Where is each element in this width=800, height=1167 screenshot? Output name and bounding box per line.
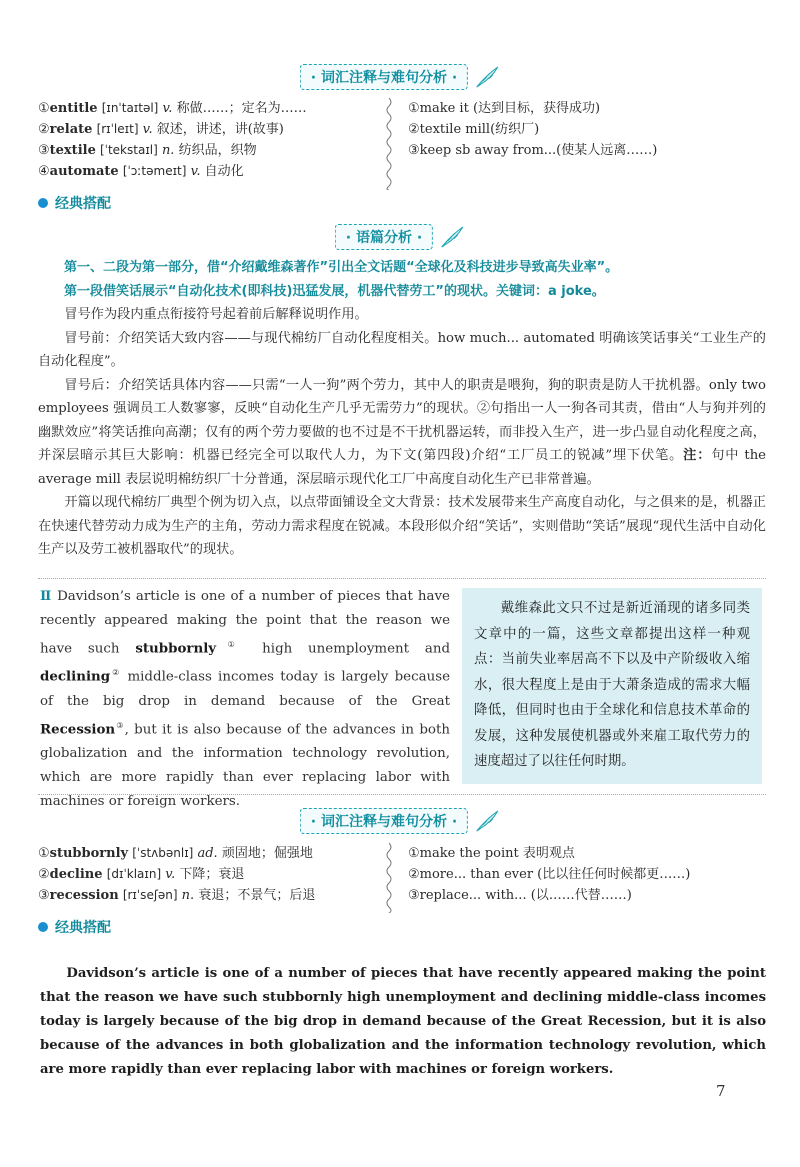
vocab-banner-2-label: · 词汇注释与难句分析 · (300, 808, 468, 834)
entry-word: recession (49, 888, 119, 903)
vocab-banner-2 (300, 808, 500, 834)
entry-pos: ad. (197, 846, 218, 861)
entry-number: ③ (38, 888, 50, 903)
entry-word: automate (49, 164, 119, 179)
analysis-heading-2: 第一段借笑话展示“自动化技术(即科技)迅猛发展，机器代替劳工”的现状。关键词：a joke。 (64, 283, 605, 299)
phrase-entry: ①make it (达到目标，获得成功) (408, 101, 601, 116)
difficult-sentence: Davidson’s article is one of a number of pieces that have recently appeared making the point that the reason we have such stubbornly high unemployment and declining middle-class incomes today is largely because of the big drop in demand because of the Great Recession, but it is also because of the advances in both globalization and the information technology revolution, which are more rapidly than ever replacing labor with machines or foreign workers. (40, 966, 766, 1077)
vocab-2-words (38, 843, 378, 906)
keyword: declining (40, 668, 111, 685)
classic-collocation-1 (38, 193, 111, 213)
wavy-divider (384, 98, 394, 190)
entry-number: ④ (38, 164, 50, 179)
vocab-1-words (38, 98, 378, 182)
entry-word: entitle (49, 101, 98, 116)
phrase-entry: ②textile mill(纺织厂) (408, 122, 540, 137)
entry-pronunciation: [dɪˈklaɪn] (106, 867, 162, 881)
entry-number: ③ (38, 143, 50, 158)
vocab-entry (38, 140, 378, 161)
analysis-paragraph (38, 374, 766, 492)
analysis-text: 冒号后：介绍笑话具体内容——只需“一人一狗”两个劳力，其中人的职责是喂狗，狗的职责是防人干扰机器。only two employees 强调员工人数寥寥，反映“自动化生产几乎无需劳力”的现状。②句指出一人一狗各司其责，借由“人与狗并列的幽默效应”将笑话推向高潮；仅有的两个劳力要做的也不过是不干扰机器运转，而非投入生产，进一步凸显自动化程度之高，并深层暗示其巨大影响：机器已经完全可以取代人力，为下文(第四段)介绍“工厂员工的锐减”埋下伏笔。 (38, 377, 766, 463)
entry-pronunciation: [ɪnˈtaɪtəl] (101, 101, 159, 115)
entry-meaning: 叙述，讲述，讲(故事) (156, 122, 284, 137)
vocab-block-2 (38, 843, 766, 909)
vocab-entry (38, 119, 378, 140)
entry-word: textile (49, 143, 96, 158)
entry-pos: v. (142, 122, 153, 137)
entry-number: ② (38, 867, 50, 882)
dotted-separator (38, 794, 766, 795)
entry-word: relate (49, 122, 93, 137)
paragraph-roman-numeral: Ⅱ (40, 588, 53, 604)
analysis-text: 句中 the average mill 表层说明棉纺织厂十分普通，深层暗示现代化工厂中高度自动化生产已非常普遍。 (38, 448, 766, 487)
footnote-marker: ② (110, 668, 122, 678)
analysis-heading-1: 第一、二段为第一部分，借“介绍戴维森著作”引出全文话题“全球化及科技进步导致高失业率”。 (64, 260, 619, 275)
discourse-banner-label: · 语篇分析 · (335, 224, 433, 250)
entry-number: ① (38, 846, 50, 861)
analysis-paragraph: 冒号前：介绍笑话大致内容——与现代棉纺厂自动化程度相关。how much... automated 明确该笑话事关“工业生产的自动化程度”。 (38, 330, 766, 369)
quill-pen-icon (474, 809, 500, 833)
footnote-marker: ③ (115, 720, 125, 730)
bullet-dot-icon (38, 922, 48, 932)
vocab-banner-1 (300, 64, 500, 90)
entry-word: stubbornly (49, 846, 129, 861)
entry-number: ② (38, 122, 50, 137)
quill-pen-icon (439, 225, 465, 249)
classic-label: 经典搭配 (55, 920, 111, 936)
passage-english (40, 584, 450, 814)
phrase-entry: ③replace... with... (以……代替……) (408, 888, 632, 903)
entry-word: decline (49, 867, 103, 882)
entry-meaning: 纺织品，织物 (178, 143, 257, 158)
dotted-separator (38, 578, 766, 579)
page-number: 7 (716, 1082, 726, 1100)
vocab-entry (38, 843, 378, 864)
entry-pronunciation: [ˈstʌbənlɪ] (132, 846, 194, 860)
wavy-divider (384, 843, 394, 913)
discourse-banner (335, 224, 465, 250)
entry-number: ① (38, 101, 50, 116)
entry-meaning: 自动化 (204, 164, 244, 179)
entry-meaning: 顽固地；倔强地 (221, 846, 313, 861)
entry-pos: n. (181, 888, 195, 903)
keyword: stubbornly (135, 640, 217, 657)
entry-meaning: 衰退；不景气；后退 (198, 888, 316, 903)
entry-pos: v. (190, 164, 201, 179)
keyword: Recession (40, 721, 116, 738)
vocab-entry (38, 885, 378, 906)
discourse-analysis (38, 256, 766, 562)
vocab-banner-1-label: · 词汇注释与难句分析 · (300, 64, 468, 90)
passage-text: Davidson’s article is one of a number of pieces that have recently appeared making the point that the reason we have such (40, 589, 450, 657)
vocab-entry (38, 98, 378, 119)
vocab-block-1 (38, 98, 766, 186)
classic-label: 经典搭配 (55, 196, 111, 212)
bullet-dot-icon (38, 198, 48, 208)
passage-text: middle-class incomes today is largely because of the big drop in demand because of the Great (40, 669, 450, 709)
classic-collocation-2 (38, 917, 111, 937)
entry-pronunciation: [ˈɔːtəmeɪt] (122, 164, 187, 178)
vocab-entry (38, 864, 378, 885)
passage-text: high unemployment and (246, 641, 451, 657)
entry-pronunciation: [rɪˈleɪt] (96, 122, 139, 136)
entry-meaning: 称做……；定名为…… (176, 101, 307, 116)
entry-pos: v. (165, 867, 176, 882)
passage-translation: 戴维森此文只不过是新近涌现的诸多同类文章中的一篇，这些文章都提出这样一种观点：当前失业率居高不下以及中产阶级收入缩水，很大程度上是由于大萧条造成的需求大幅降低，但同时也由于全球化和信息技术革命的发展，这种发展使机器或外来雇工取代劳力的速度超过了以往任何时期。 (462, 588, 762, 784)
analysis-paragraph: 冒号作为段内重点衔接符号起着前后解释说明作用。 (64, 307, 368, 322)
entry-pronunciation: [ˈtekstaɪl] (99, 143, 158, 157)
entry-pronunciation: [rɪˈseʃən] (122, 888, 178, 902)
analysis-paragraph: 开篇以现代棉纺厂典型个例为切入点，以点带面铺设全文大背景：技术发展带来生产高度自动化，与之俱来的是，机器正在快速代替劳动力成为生产的主角，劳动力需求程度在锐减。本段形似介绍“笑话”，实则借助“笑话”展现“现代生活中自动化生产以及劳工被机器取代”的现状。 (38, 495, 766, 557)
entry-pos: n. (161, 143, 175, 158)
phrase-entry: ③keep sb away from...(使某人远离……) (408, 143, 658, 158)
phrase-entry: ②more... than ever (比以往任何时候都更……) (408, 867, 691, 882)
footnote-marker: ① (216, 640, 247, 649)
entry-pos: v. (162, 101, 173, 116)
passage-text: , but it is also because of the advances in both globalization and the information technology revolution, which are more rapidly than ever replacing labor with machines or foreign workers. (40, 722, 451, 810)
quill-pen-icon (474, 65, 500, 89)
vocab-1-phrases (408, 98, 766, 161)
vocab-2-phrases (408, 843, 766, 906)
vocab-entry (38, 161, 378, 182)
note-label: 注： (683, 448, 712, 463)
entry-meaning: 下降；衰退 (179, 867, 245, 882)
phrase-entry: ①make the point 表明观点 (408, 846, 575, 861)
